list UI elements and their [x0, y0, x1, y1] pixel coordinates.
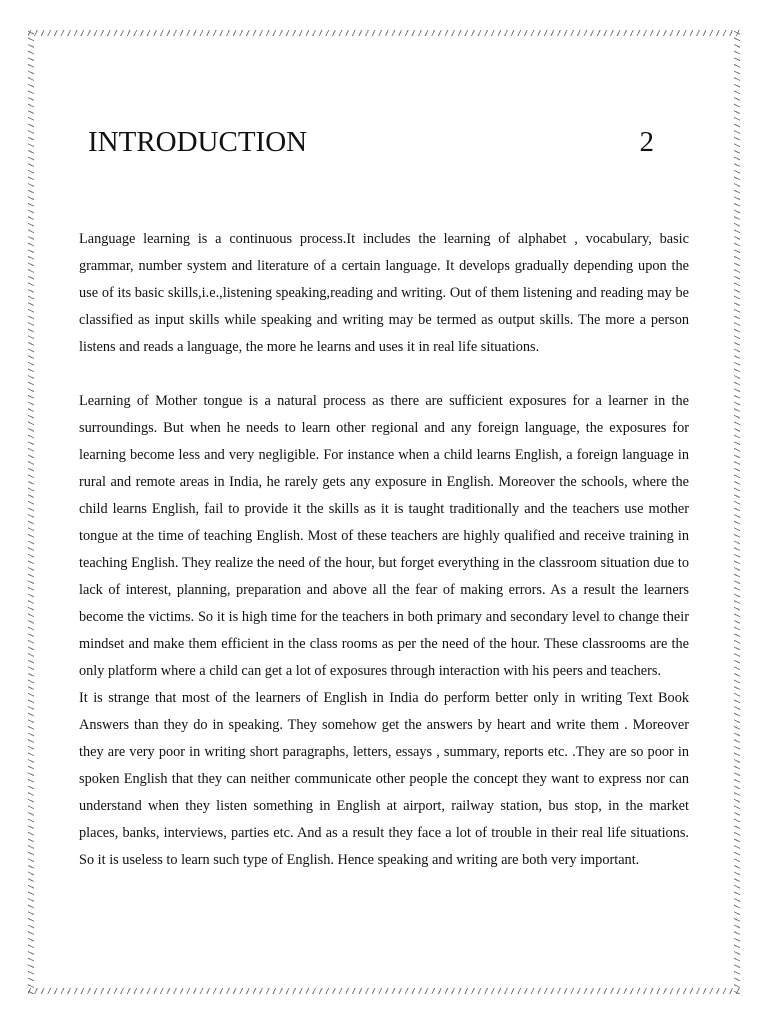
- document-body: [79, 226, 689, 874]
- paragraph-1: Language learning is a continuous process.It includes the learning of alphabet , vocabulary, basic grammar, number system and literature of a certain language. It develops gradually depending upon the use of its basic skills,i.e.,listening speaking,reading and writing. Out of them listening and reading may be classified as input skills while speaking and writing may be termed as output skills. The more a person listens and reads a language, the more he learns and uses it in real life situations.: [79, 231, 689, 355]
- page-number: 2: [639, 126, 654, 158]
- page-heading: [88, 122, 654, 162]
- border-left: [28, 30, 34, 994]
- page-title: INTRODUCTION: [88, 126, 308, 158]
- border-top: [28, 30, 740, 36]
- paragraph-2: Learning of Mother tongue is a natural process as there are sufficient exposures for a learner in the surroundings. But when he needs to learn other regional and any foreign language, the exposures for learning become less and very negligible. For instance when a child learns English, a foreign language in rural and remote areas in India, he rarely gets any exposure in English. Moreover the schools, where the child learns English, fail to provide it the skills as it is taught traditionally and the teachers use mother tongue at the time of teaching English. Most of these teachers are highly qualified and receive training in teaching English. They realize the need of the hour, but forget everything in the classroom situation due to lack of interest, planning, preparation and above all the fear of making errors. As a result the learners become the victims. So it is high time for the teachers in both primary and secondary level to change their mindset and make them efficient in the class rooms as per the need of the hour. These classrooms are the only platform where a child can get a lot of exposures through interaction with his peers and teachers.: [79, 393, 689, 679]
- border-bottom: [28, 988, 740, 994]
- border-right: [734, 30, 740, 994]
- paragraph-3: It is strange that most of the learners of English in India do perform better only in writing Text Book Answers than they do in speaking. They somehow get the answers by heart and write them . Moreover they are very poor in writing short paragraphs, letters, essays , summary, reports etc. .They are so poor in spoken English that they can neither communicate other people the concept they want to express nor can understand when they listen something in English at airport, railway station, bus stop, in the market places, banks, interviews, parties etc. And as a result they face a lot of trouble in their real life situations. So it is useless to learn such type of English. Hence speaking and writing are both very important.: [79, 690, 689, 868]
